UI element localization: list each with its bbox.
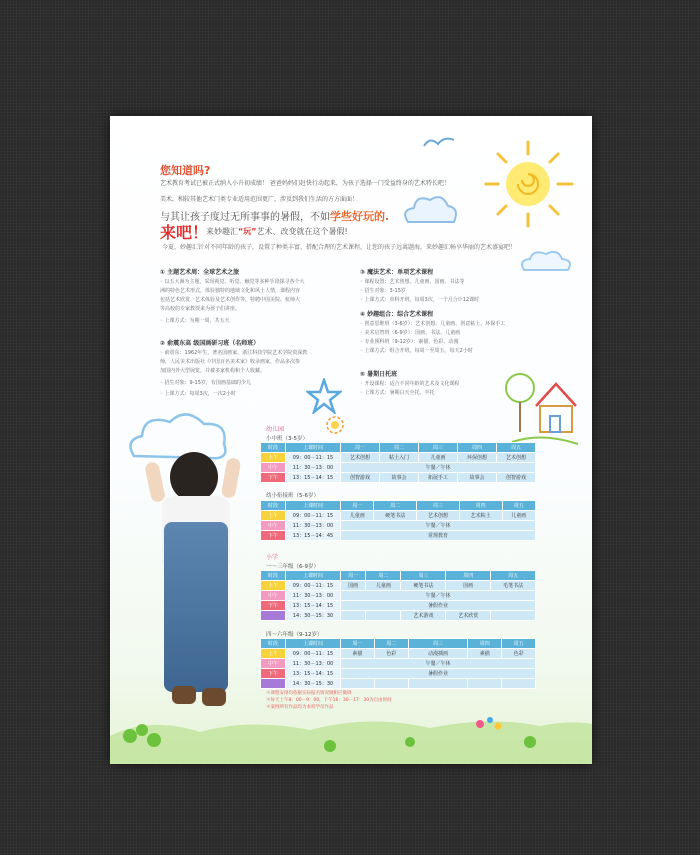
section-line: ◦ 开设课程：适合不同年龄的艺术及文化课程 <box>360 381 460 387</box>
table-cell: 创智游戏 <box>341 473 380 483</box>
table-header-row <box>261 639 536 649</box>
bird-icon <box>422 134 458 152</box>
table-cell: 常规教育 <box>341 531 536 541</box>
table-cell: 粘土入门 <box>380 453 419 463</box>
column-header: 周一 <box>341 639 375 649</box>
row-label: 下午 <box>261 473 286 483</box>
table-subtitle: 幼小衔接班（5-6岁） <box>266 493 319 499</box>
table-cell: 素描 <box>468 649 502 659</box>
star-icon <box>306 378 342 414</box>
section-title: ③ 魔法艺术：单项艺术课程 <box>360 269 434 276</box>
column-header: 周三 <box>419 443 458 453</box>
row-label: 下午 <box>261 531 286 541</box>
section-line: ◦ 招生对象：3-15岁 <box>360 288 406 294</box>
column-header: 周二 <box>374 501 417 511</box>
section-line: ◦ 上课方式：单科开班，每周3次，一个月合计12课时 <box>360 297 480 303</box>
column-header: 上课时间 <box>286 501 341 511</box>
house-icon <box>502 362 582 452</box>
schedule-table <box>260 638 536 689</box>
table-cell <box>491 611 536 621</box>
table-cell: 午餐／午休 <box>341 463 536 473</box>
column-header: 周三 <box>417 501 460 511</box>
section-title: ① 主题艺术周：全球艺术之旅 <box>160 269 240 276</box>
poster <box>110 116 592 764</box>
column-header: 周二 <box>366 571 401 581</box>
grass-decoration <box>110 696 592 764</box>
table-cell: 艺术创想 <box>417 511 460 521</box>
section-title: ② 俞震东高 级国画研习班（名师班） <box>160 340 260 347</box>
schedule-table <box>260 442 536 483</box>
table-cell: 创智游戏 <box>497 473 536 483</box>
column-header: 周四 <box>459 501 502 511</box>
time-cell: 13：15－14：15 <box>286 601 341 611</box>
time-cell: 11：30－13：00 <box>286 659 341 669</box>
note: ＊课程安排均依据实际报名情况做相应微调 <box>266 691 352 696</box>
table-row <box>261 669 536 679</box>
intro-line-1: 艺术教育考试已被正式纳入小升初成绩！ 爸爸妈妈们赶快行动起来，为孩子选择一门受益终身的艺术特长吧！ <box>160 180 450 187</box>
row-label: 下午 <box>261 601 286 611</box>
section-line: ◦ 课程设置：艺术创想、儿童画、国画、书法等 <box>360 279 465 285</box>
table-cell: 儿童画 <box>366 581 401 591</box>
column-header: 时段 <box>261 501 286 511</box>
table-header-row <box>261 501 536 511</box>
table-header-row <box>261 571 536 581</box>
kindergarten-label: 幼儿园 <box>266 426 285 433</box>
heading: 您知道吗? <box>160 164 211 177</box>
section-line: ◦ 以五大洲为主题，采用视觉、听觉、触觉等多种手段探寻各个大 <box>160 279 305 285</box>
table-row <box>261 463 536 473</box>
column-header: 上课时间 <box>286 443 341 453</box>
section-line: 洲的特色艺术形式，体验独特的地域文化和风土人情，课程内容 <box>160 288 301 294</box>
table-row <box>261 679 536 689</box>
section-line: 包括艺术欣赏、艺术体验及艺术创作等，特聘中国美院、杭师大 <box>160 297 301 303</box>
time-cell: 14：30－15：30 <box>286 611 341 621</box>
cloud-icon <box>518 246 574 276</box>
table-subtitle: 小中班（3-5岁） <box>266 436 308 442</box>
table-cell: 硬笔书法 <box>374 511 417 521</box>
table-cell: 硬笔书法 <box>401 581 446 591</box>
row-label: 中午 <box>261 659 286 669</box>
time-cell: 13：15－14：15 <box>286 473 341 483</box>
table-cell <box>468 679 502 689</box>
table-row <box>261 511 536 521</box>
section-line: ◦ 专业预科班（9-12岁）：素描、色彩、动漫 <box>360 339 459 345</box>
table-subtitle: 四～六年级（9-12岁） <box>266 632 323 638</box>
table-cell <box>408 679 468 689</box>
table-cell: 毛笔书法 <box>491 581 536 591</box>
table-cell: 艺术创想 <box>341 453 380 463</box>
table-cell: 国画 <box>446 581 491 591</box>
come-tail-2: 艺术、改变就在这个暑假! <box>256 227 348 236</box>
table-cell <box>366 611 401 621</box>
section-line: ◦ 上课方式：每周3次，一次2小时 <box>160 391 236 397</box>
table-row <box>261 521 536 531</box>
column-header: 时段 <box>261 639 286 649</box>
section-line: ◦ 上课方式：为期一周，共五天 <box>160 318 230 324</box>
section-line: ◦ 创意思维班（3-6岁）：艺术创想、儿童画、创意粘土、环保手工 <box>360 321 506 327</box>
table-cell: 儿童画 <box>502 511 535 521</box>
table-cell <box>502 679 536 689</box>
row-label: 上午 <box>261 511 286 521</box>
table-row <box>261 473 536 483</box>
section-line: ◦ 俞震东：1962年生，著名国画家，浙江科技学院艺术学院资深教 <box>160 350 308 356</box>
table-subtitle: 一～三年级（6-9岁） <box>266 564 319 570</box>
come-tail-play: “玩” <box>238 227 257 236</box>
table-row <box>261 581 536 591</box>
column-header: 周五 <box>491 571 536 581</box>
lead-text: 今夏，妙趣汇针对不同年龄的孩子，设置了种类丰富、搭配合理的艺术课程，让您的孩子远离题海，来妙趣汇畅享华丽的艺术盛宴吧！ <box>162 244 517 251</box>
section-line: ◦ 上课方式：暑期白天全托、半托 <box>360 390 435 396</box>
row-label: 中午 <box>261 521 286 531</box>
row-label: 上午 <box>261 453 286 463</box>
table-cell: 儿童画 <box>341 511 374 521</box>
table-cell: 暑假作业 <box>341 669 536 679</box>
sun-icon <box>470 138 580 228</box>
time-cell: 13：15－14：15 <box>286 669 341 679</box>
time-cell: 09：00－11：15 <box>286 511 341 521</box>
time-cell: 11：30－13：00 <box>286 521 341 531</box>
column-header: 周二 <box>380 443 419 453</box>
table-cell: 午餐／午休 <box>341 591 536 601</box>
column-header: 周四 <box>458 443 497 453</box>
section-line: 等高校的专家教授来为孩子们讲座。 <box>160 306 241 312</box>
table-row <box>261 453 536 463</box>
table-row <box>261 601 536 611</box>
table-cell <box>374 679 408 689</box>
table-cell: 国画 <box>341 581 366 591</box>
section-line: 加国内外大型展览，并被多家机构和个人收藏。 <box>160 368 266 374</box>
column-header: 周四 <box>446 571 491 581</box>
table-header-row <box>261 443 536 453</box>
row-label: 下午 <box>261 669 286 679</box>
section-line: ◦ 美术启智班（6-9岁）：国画、书法、儿童画 <box>360 330 461 336</box>
column-header: 周五 <box>497 443 536 453</box>
table-row <box>261 591 536 601</box>
come-tail <box>206 226 348 237</box>
schedule-table <box>260 500 536 541</box>
section-title: ④ 妙趣组合：综合艺术课程 <box>360 311 434 318</box>
table-cell: 午餐／午休 <box>341 521 536 531</box>
table-row <box>261 611 536 621</box>
intro-line-2: 美术，相较其他艺术门类专业适用范围更广，涉及到我们生活的方方面面！ <box>160 196 359 203</box>
table-cell: 动漫插画 <box>408 649 468 659</box>
table-cell <box>341 679 375 689</box>
column-header: 上课时间 <box>286 571 341 581</box>
mid-prefix: 与其让孩子度过无所事事的暑假，不如 <box>160 212 330 223</box>
table-cell: 拓展手工 <box>419 473 458 483</box>
table-cell: 素描 <box>341 649 375 659</box>
time-cell: 09：00－11：15 <box>286 581 341 591</box>
row-label: 中午 <box>261 463 286 473</box>
column-header: 周二 <box>374 639 408 649</box>
table-row <box>261 649 536 659</box>
table-cell: 艺术欣赏 <box>446 611 491 621</box>
row-label: 上午 <box>261 581 286 591</box>
table-cell: 儿童画 <box>419 453 458 463</box>
section-line: ◦ 招生对象：9-15岁，有国画基础的少儿 <box>160 380 251 386</box>
table-cell: 暑假作业 <box>341 601 536 611</box>
table-cell <box>341 611 366 621</box>
time-cell: 11：30－13：00 <box>286 591 341 601</box>
table-row <box>261 659 536 669</box>
table-cell: 艺术创想 <box>497 453 536 463</box>
column-header: 周一 <box>341 501 374 511</box>
flower-icon <box>326 416 344 434</box>
row-label <box>261 611 286 621</box>
table-row <box>261 531 536 541</box>
table-cell: 色彩 <box>374 649 408 659</box>
time-cell: 09：00－11：15 <box>286 453 341 463</box>
table-cell: 艺术粘土 <box>459 511 502 521</box>
table-cell: 故事会 <box>380 473 419 483</box>
section-line: ◦ 上课方式：组合开班，每周一至周五，每天2小时 <box>360 348 473 354</box>
row-label: 上午 <box>261 649 286 659</box>
schedule-table <box>260 570 536 621</box>
column-header: 周三 <box>408 639 468 649</box>
column-header: 周五 <box>502 639 536 649</box>
table-cell: 环保创想 <box>458 453 497 463</box>
primary-label: 小学 <box>266 554 279 561</box>
column-header: 周一 <box>341 571 366 581</box>
column-header: 上课时间 <box>286 639 341 649</box>
table-cell: 午餐／午休 <box>341 659 536 669</box>
time-cell: 09：00－11：15 <box>286 649 341 659</box>
column-header: 时段 <box>261 571 286 581</box>
section-line: 师，人民美术出版社《中国百名美术家》收录画家，作品多次参 <box>160 359 301 365</box>
table-cell: 艺术游戏 <box>401 611 446 621</box>
column-header: 周一 <box>341 443 380 453</box>
row-label <box>261 679 286 689</box>
come-tail-1: 来妙趣汇 <box>206 227 238 236</box>
note: ＊每天上午8：00－9：00，下午16：30－17：30为自由时间 <box>266 698 392 703</box>
time-cell: 11：30－13：00 <box>286 463 341 473</box>
time-cell: 13：15－14：45 <box>286 531 341 541</box>
column-header: 周五 <box>502 501 535 511</box>
child-figure <box>140 452 250 722</box>
note: ＊案例所有作品均为本校学员作品 <box>266 705 334 710</box>
mid-highlight: 学些好玩的. <box>330 210 390 223</box>
row-label: 中午 <box>261 591 286 601</box>
come-heading: 来吧！ <box>160 223 209 242</box>
column-header: 周三 <box>401 571 446 581</box>
cloud-icon <box>400 190 460 230</box>
time-cell: 14：30－15：30 <box>286 679 341 689</box>
column-header: 周四 <box>468 639 502 649</box>
table-cell: 色彩 <box>502 649 536 659</box>
section-title: ⑤ 暑期日托班 <box>360 371 398 378</box>
table-cell: 故事会 <box>458 473 497 483</box>
column-header: 时段 <box>261 443 286 453</box>
